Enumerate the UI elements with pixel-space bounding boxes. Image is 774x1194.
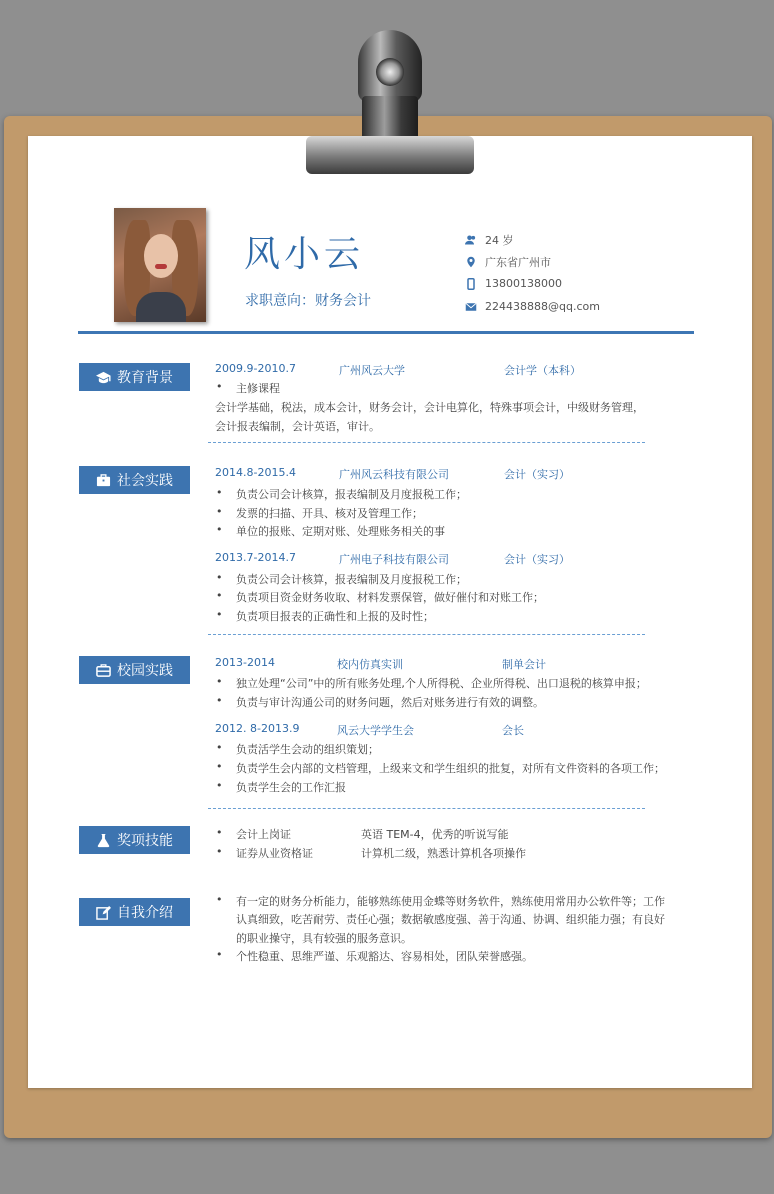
social-role: 会计（实习） [504, 553, 570, 566]
flask-icon [96, 833, 111, 848]
social-period: 2014.8-2015.4 [215, 466, 296, 479]
section-tag-education [79, 363, 190, 391]
section-title: 社会实践 [117, 473, 173, 489]
list-item: 负责项目资金财务收取、材料发票保管，做好催付和对账工作； [236, 591, 544, 604]
list-item: 单位的报账、定期对账、处理账务相关的事 [236, 525, 445, 538]
section-title: 教育背景 [117, 370, 173, 386]
phone-row [465, 277, 562, 290]
envelope-icon [465, 301, 477, 313]
toolbox-icon [96, 663, 111, 678]
campus-role: 会长 [502, 724, 524, 737]
edit-icon [96, 905, 111, 920]
age-text: 24 岁 [485, 234, 514, 247]
edu-course-line: 会计学基础，税法，成本会计，财务会计，会计电算化，特殊事项会计，中级财务管理， [215, 401, 644, 414]
section-tag-awards [79, 826, 190, 854]
social-period: 2013.7-2014.7 [215, 551, 296, 564]
campus-org: 风云大学学生会 [337, 724, 414, 737]
award-item: 会计上岗证 [236, 828, 291, 841]
list-item: 负责学生会的工作汇报 [236, 781, 346, 794]
list-item: 发票的扫描、开具、核对及管理工作； [236, 507, 423, 520]
list-item: 负责公司会计核算，报表编制及月度报税工作； [236, 488, 467, 501]
profile-photo [114, 208, 206, 322]
edu-bullet: 主修课程 [236, 382, 280, 395]
section-tag-campus [79, 656, 190, 684]
social-org: 广州风云科技有限公司 [339, 468, 449, 481]
email-row [465, 300, 600, 313]
campus-role: 制单会计 [502, 658, 546, 671]
location-row [465, 254, 551, 270]
email-text: 224438888@qq.com [485, 300, 600, 313]
list-item: 负责与审计沟通公司的财务问题，然后对账务进行有效的调整。 [236, 696, 544, 709]
edu-course-line: 会计报表编制，会计英语，审计。 [215, 420, 380, 433]
social-org: 广州电子科技有限公司 [339, 553, 449, 566]
section-divider [208, 808, 645, 809]
section-title: 奖项技能 [117, 833, 173, 849]
section-divider [208, 634, 645, 635]
social-role: 会计（实习） [504, 468, 570, 481]
graduation-cap-icon [96, 370, 111, 385]
self-line: 的职业操守，具有较强的服务意识。 [236, 932, 412, 945]
section-tag-self [79, 898, 190, 926]
section-title: 校园实践 [117, 663, 173, 679]
briefcase-icon [96, 473, 111, 488]
user-icon [465, 234, 477, 246]
skill-item: 计算机二级，熟悉计算机各项操作 [361, 847, 526, 860]
age-row [465, 232, 514, 248]
job-intent: 求职意向：财务会计 [245, 293, 371, 309]
award-item: 证券从业资格证 [236, 847, 313, 860]
binder-clip [298, 24, 478, 176]
edu-role: 会计学（本科） [504, 364, 581, 377]
list-item: 负责学生会内部的文档管理，上级来文和学生组织的批复，对所有文件资料的各项工作； [236, 762, 665, 775]
list-item: 负责活学生会动的组织策划； [236, 743, 379, 756]
campus-period: 2013-2014 [215, 656, 275, 669]
list-item: 独立处理“公司”中的所有账务处理,个人所得税、企业所得税、出口退税的核算申报； [236, 677, 647, 690]
skill-item: 英语 TEM-4，优秀的听说写能 [361, 828, 509, 841]
header-divider [78, 331, 694, 334]
self-line: 有一定的财务分析能力，能够熟练使用金蝶等财务软件，熟练使用常用办公软件等；工作 [236, 895, 665, 908]
list-item: 负责项目报表的正确性和上报的及时性； [236, 610, 434, 623]
self-line: 认真细致，吃苦耐劳、责任心强；数据敏感度强、善于沟通、协调、组织能力强；有良好 [236, 913, 665, 926]
phone-text: 13800138000 [485, 277, 562, 290]
map-pin-icon [465, 256, 477, 268]
section-tag-social [79, 466, 190, 494]
self-line: 个性稳重、思维严谨、乐观豁达、容易相处，团队荣誉感强。 [236, 950, 533, 963]
edu-org: 广州风云大学 [339, 364, 405, 377]
edu-period: 2009.9-2010.7 [215, 362, 296, 375]
campus-org: 校内仿真实训 [337, 658, 403, 671]
section-title: 自我介绍 [117, 905, 173, 921]
candidate-name: 风小云 [244, 234, 365, 275]
campus-period: 2012. 8-2013.9 [215, 722, 300, 735]
section-divider [208, 442, 645, 443]
location-text: 广东省广州市 [485, 256, 551, 269]
list-item: 负责公司会计核算，报表编制及月度报税工作； [236, 573, 467, 586]
phone-icon [465, 278, 477, 290]
